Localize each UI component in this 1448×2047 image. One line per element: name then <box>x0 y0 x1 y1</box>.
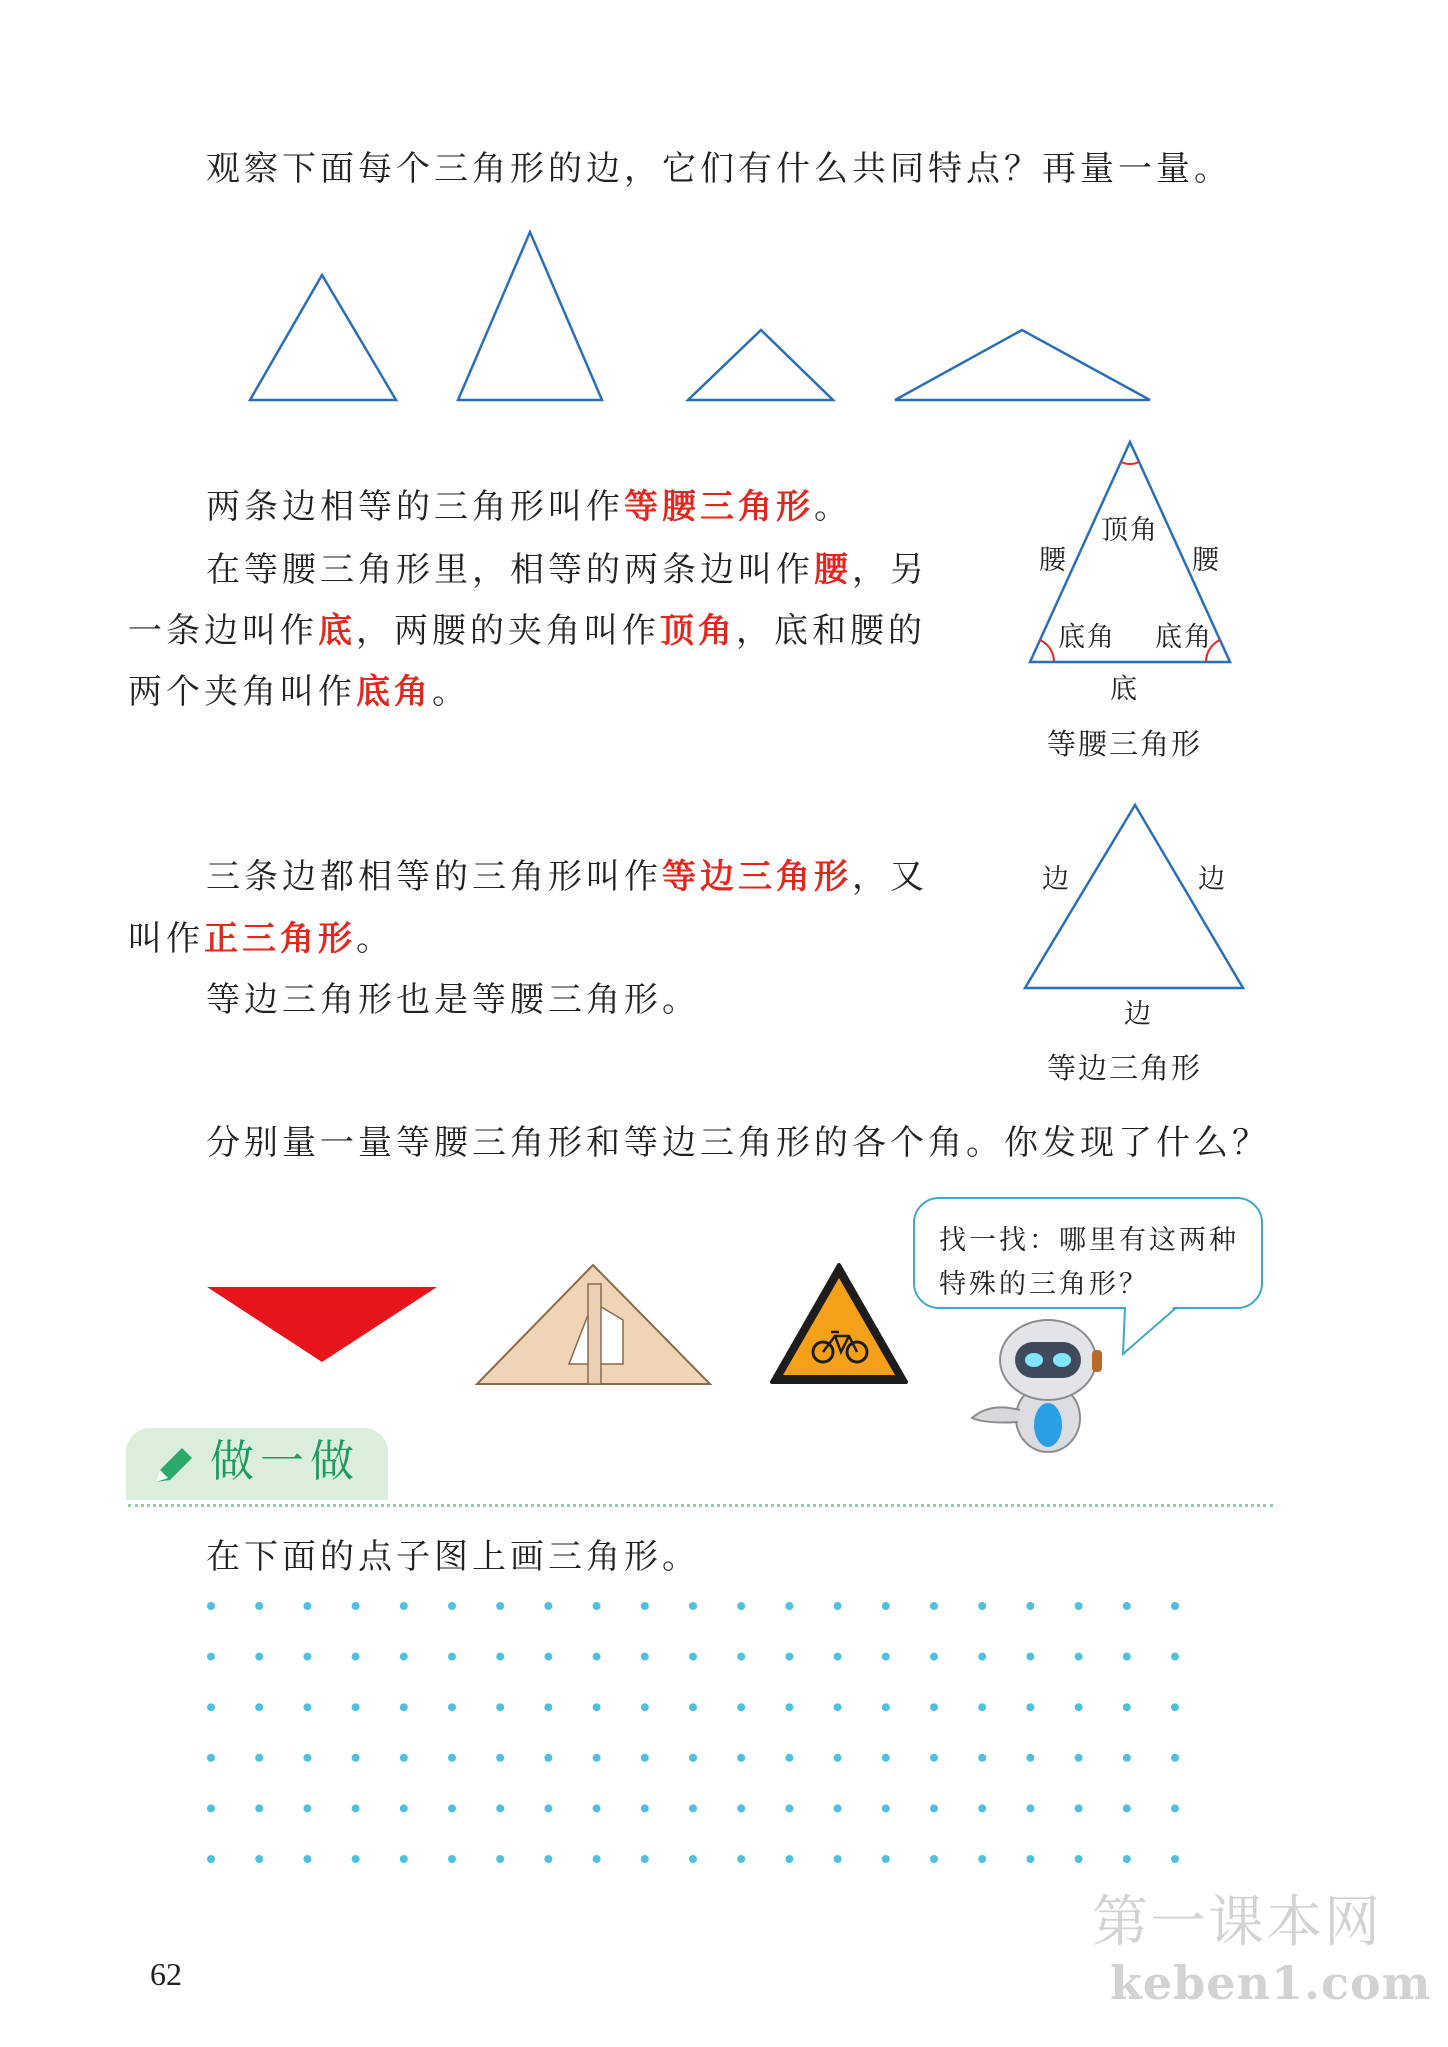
grid-dot[interactable] <box>1171 1855 1179 1863</box>
grid-dot[interactable] <box>207 1855 215 1863</box>
grid-dot[interactable] <box>785 1703 793 1711</box>
grid-dot[interactable] <box>400 1653 408 1661</box>
grid-dot[interactable] <box>641 1754 649 1762</box>
term-apex-angle: 顶角 <box>660 611 736 651</box>
equilateral-line3: 等边三角形也是等腰三角形。 <box>206 980 700 1020</box>
grid-dot[interactable] <box>303 1804 311 1812</box>
label-base-angle-left: 底角 <box>1058 622 1116 653</box>
grid-dot[interactable] <box>689 1855 697 1863</box>
grid-dot[interactable] <box>641 1855 649 1863</box>
grid-dot[interactable] <box>930 1804 938 1812</box>
grid-dot[interactable] <box>978 1653 986 1661</box>
grid-dot[interactable] <box>978 1754 986 1762</box>
grid-dot[interactable] <box>1123 1602 1131 1610</box>
grid-dot[interactable] <box>255 1855 263 1863</box>
text-segment: ，另 <box>852 550 928 590</box>
grid-dot[interactable] <box>1171 1602 1179 1610</box>
grid-dot[interactable] <box>785 1754 793 1762</box>
grid-dot[interactable] <box>882 1804 890 1812</box>
text-segment: 两条边相等的三角形叫作 <box>206 487 624 527</box>
text-segment: 三条边都相等的三角形叫作 <box>206 857 662 897</box>
grid-dot[interactable] <box>303 1703 311 1711</box>
text-segment: 。 <box>432 672 470 712</box>
grid-dot[interactable] <box>303 1653 311 1661</box>
grid-dot[interactable] <box>352 1703 360 1711</box>
grid-dot[interactable] <box>1026 1602 1034 1610</box>
label-side-right: 边 <box>1198 864 1227 895</box>
text-segment: 两个夹角叫作 <box>128 672 356 712</box>
grid-dot[interactable] <box>496 1703 504 1711</box>
label-base: 底 <box>1110 674 1139 705</box>
grid-dot[interactable] <box>448 1804 456 1812</box>
intro-question: 观察下面每个三角形的边，它们有什么共同特点？再量一量。 <box>206 149 1232 189</box>
term-regular-triangle: 正三角形 <box>204 919 356 959</box>
grid-dot[interactable] <box>255 1602 263 1610</box>
term-isosceles: 等腰三角形 <box>624 487 814 527</box>
grid-dot[interactable] <box>978 1855 986 1863</box>
grid-dot[interactable] <box>593 1855 601 1863</box>
grid-dot[interactable] <box>641 1804 649 1812</box>
text-segment: 。 <box>356 919 394 959</box>
grid-dot[interactable] <box>834 1703 842 1711</box>
grid-dot[interactable] <box>448 1754 456 1762</box>
text-segment: ，底和腰的 <box>736 611 926 651</box>
term-base: 底 <box>318 611 356 651</box>
caption-isosceles: 等腰三角形 <box>1047 727 1203 761</box>
label-leg-left: 腰 <box>1039 545 1068 576</box>
grid-dot[interactable] <box>352 1804 360 1812</box>
grid-dot[interactable] <box>207 1804 215 1812</box>
grid-dot[interactable] <box>303 1855 311 1863</box>
grid-dot[interactable] <box>448 1703 456 1711</box>
grid-dot[interactable] <box>882 1703 890 1711</box>
grid-dot[interactable] <box>544 1855 552 1863</box>
grid-dot[interactable] <box>1075 1855 1083 1863</box>
grid-dot[interactable] <box>544 1754 552 1762</box>
grid-dot[interactable] <box>785 1804 793 1812</box>
grid-dot[interactable] <box>689 1754 697 1762</box>
grid-dot[interactable] <box>400 1602 408 1610</box>
grid-dot[interactable] <box>834 1804 842 1812</box>
grid-dot[interactable] <box>785 1602 793 1610</box>
grid-dot[interactable] <box>834 1653 842 1661</box>
grid-dot[interactable] <box>207 1754 215 1762</box>
grid-dot[interactable] <box>737 1855 745 1863</box>
grid-dot[interactable] <box>1123 1703 1131 1711</box>
grid-dot[interactable] <box>930 1754 938 1762</box>
grid-dot[interactable] <box>1075 1602 1083 1610</box>
grid-dot[interactable] <box>255 1754 263 1762</box>
grid-dot[interactable] <box>834 1602 842 1610</box>
grid-dot[interactable] <box>930 1602 938 1610</box>
grid-dot[interactable] <box>207 1703 215 1711</box>
grid-dot[interactable] <box>737 1754 745 1762</box>
grid-dot[interactable] <box>1171 1754 1179 1762</box>
grid-dot[interactable] <box>834 1754 842 1762</box>
text-segment: 叫作 <box>128 919 204 959</box>
label-apex-angle: 顶角 <box>1101 515 1159 546</box>
term-equilateral: 等边三角形 <box>662 857 852 897</box>
activity-instruction: 在下面的点子图上画三角形。 <box>206 1537 700 1577</box>
grid-dot[interactable] <box>448 1653 456 1661</box>
grid-dot[interactable] <box>1171 1703 1179 1711</box>
grid-dot[interactable] <box>641 1703 649 1711</box>
grid-dot[interactable] <box>1075 1653 1083 1661</box>
grid-dot[interactable] <box>593 1602 601 1610</box>
grid-dot[interactable] <box>1026 1653 1034 1661</box>
grid-dot[interactable] <box>882 1653 890 1661</box>
grid-dot[interactable] <box>785 1653 793 1661</box>
grid-dot[interactable] <box>352 1855 360 1863</box>
grid-dot[interactable] <box>544 1703 552 1711</box>
grid-dot[interactable] <box>882 1855 890 1863</box>
text-segment: ，两腰的夹角叫作 <box>356 611 660 651</box>
grid-dot[interactable] <box>1026 1855 1034 1863</box>
grid-dot[interactable] <box>400 1754 408 1762</box>
grid-dot[interactable] <box>689 1703 697 1711</box>
grid-dot[interactable] <box>1026 1703 1034 1711</box>
grid-dot[interactable] <box>882 1754 890 1762</box>
label-leg-right: 腰 <box>1192 545 1221 576</box>
grid-dot[interactable] <box>785 1855 793 1863</box>
grid-dot[interactable] <box>641 1653 649 1661</box>
grid-dot[interactable] <box>1123 1855 1131 1863</box>
grid-dot[interactable] <box>834 1855 842 1863</box>
grid-dot[interactable] <box>737 1653 745 1661</box>
text-segment: ，又 <box>852 857 928 897</box>
grid-dot[interactable] <box>496 1804 504 1812</box>
grid-dot[interactable] <box>1075 1804 1083 1812</box>
grid-dot[interactable] <box>737 1804 745 1812</box>
grid-dot[interactable] <box>1123 1653 1131 1661</box>
activity-title: 做一做 <box>210 1436 360 1487</box>
grid-dot[interactable] <box>496 1754 504 1762</box>
grid-dot[interactable] <box>400 1855 408 1863</box>
grid-dot[interactable] <box>255 1703 263 1711</box>
text-segment: 。 <box>814 487 852 527</box>
grid-dot[interactable] <box>544 1804 552 1812</box>
grid-dot[interactable] <box>400 1703 408 1711</box>
bubble-line1: 找一找：哪里有这两种 <box>939 1225 1239 1256</box>
page-number: 62 <box>150 1956 182 1992</box>
measure-prompt: 分别量一量等腰三角形和等边三角形的各个角。你发现了什么？ <box>206 1123 1270 1163</box>
grid-dot[interactable] <box>1171 1804 1179 1812</box>
grid-dot[interactable] <box>978 1703 986 1711</box>
grid-dot[interactable] <box>1026 1754 1034 1762</box>
grid-dot[interactable] <box>1123 1754 1131 1762</box>
label-side-bottom: 边 <box>1124 999 1153 1030</box>
grid-dot[interactable] <box>255 1804 263 1812</box>
grid-dot[interactable] <box>737 1703 745 1711</box>
grid-dot[interactable] <box>544 1602 552 1610</box>
grid-dot[interactable] <box>1075 1754 1083 1762</box>
grid-dot[interactable] <box>593 1703 601 1711</box>
grid-dot[interactable] <box>1123 1804 1131 1812</box>
grid-dot[interactable] <box>930 1855 938 1863</box>
grid-dot[interactable] <box>689 1602 697 1610</box>
bubble-line2: 特殊的三角形？ <box>939 1269 1149 1300</box>
grid-dot[interactable] <box>689 1804 697 1812</box>
grid-dot[interactable] <box>544 1653 552 1661</box>
grid-dot[interactable] <box>303 1602 311 1610</box>
grid-dot[interactable] <box>255 1653 263 1661</box>
grid-dot[interactable] <box>352 1754 360 1762</box>
text-segment: 一条边叫作 <box>128 611 318 651</box>
grid-dot[interactable] <box>496 1855 504 1863</box>
grid-dot[interactable] <box>1075 1703 1083 1711</box>
watermark-title: 第一课本网 <box>1092 1890 1382 1955</box>
caption-equilateral: 等边三角形 <box>1047 1051 1203 1085</box>
grid-dot[interactable] <box>1171 1653 1179 1661</box>
label-base-angle-right: 底角 <box>1155 622 1213 653</box>
term-leg: 腰 <box>814 550 852 590</box>
grid-dot[interactable] <box>978 1602 986 1610</box>
label-side-left: 边 <box>1042 864 1071 895</box>
text-segment: 在等腰三角形里，相等的两条边叫作 <box>206 550 814 590</box>
grid-dot[interactable] <box>1026 1804 1034 1812</box>
grid-dot[interactable] <box>689 1653 697 1661</box>
grid-dot[interactable] <box>978 1804 986 1812</box>
grid-dot[interactable] <box>737 1602 745 1610</box>
grid-dot[interactable] <box>930 1653 938 1661</box>
grid-dot[interactable] <box>593 1754 601 1762</box>
grid-dot[interactable] <box>593 1804 601 1812</box>
grid-dot[interactable] <box>641 1602 649 1610</box>
grid-dot[interactable] <box>207 1602 215 1610</box>
watermark-url: keben1.com <box>1110 1956 1432 2010</box>
grid-dot[interactable] <box>352 1653 360 1661</box>
term-base-angle: 底角 <box>356 672 432 712</box>
grid-dot[interactable] <box>352 1602 360 1610</box>
grid-dot[interactable] <box>496 1653 504 1661</box>
grid-dot[interactable] <box>303 1754 311 1762</box>
grid-dot[interactable] <box>207 1653 215 1661</box>
grid-dot[interactable] <box>400 1804 408 1812</box>
grid-dot[interactable] <box>496 1602 504 1610</box>
grid-dot[interactable] <box>930 1703 938 1711</box>
grid-dot[interactable] <box>593 1653 601 1661</box>
grid-dot[interactable] <box>448 1855 456 1863</box>
grid-dot[interactable] <box>448 1602 456 1610</box>
grid-dot[interactable] <box>882 1602 890 1610</box>
